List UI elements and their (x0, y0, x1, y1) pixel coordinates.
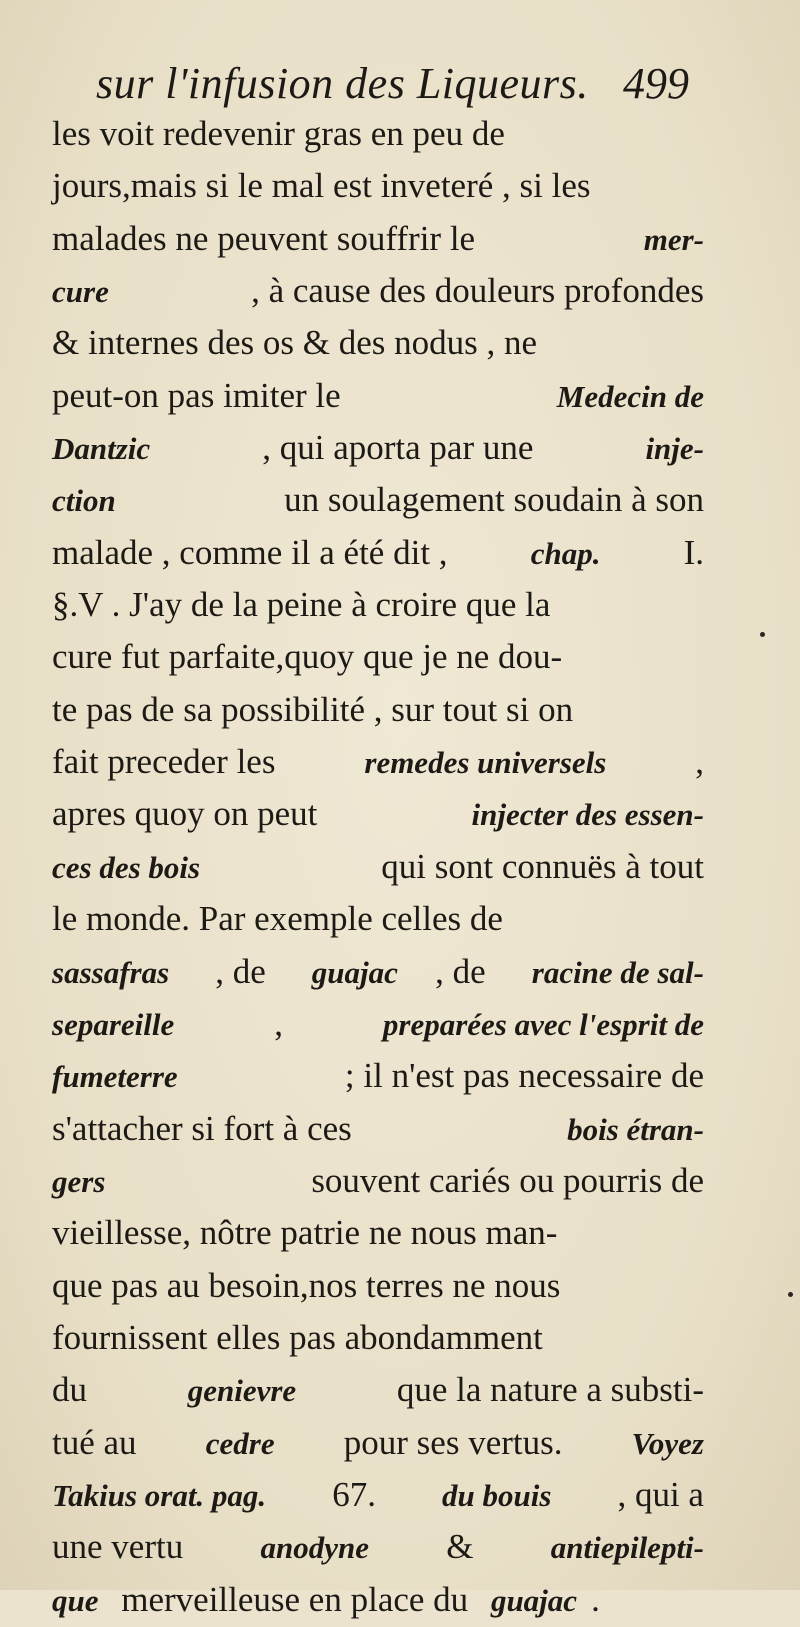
text-line (52, 160, 704, 212)
text-line (52, 474, 704, 526)
text-line (52, 998, 704, 1050)
text-run: peut-on pas imiter le (52, 375, 350, 415)
text-line (52, 422, 704, 474)
text-run: . (591, 1579, 600, 1619)
text-run: , (265, 1003, 292, 1043)
text-run: apres quoy on peut (52, 794, 327, 834)
text-run: te pas de sa possibilité , sur tout si on (52, 689, 574, 729)
text-line (52, 841, 704, 893)
text-run: qui sont connuës à tout (372, 846, 704, 886)
text-run: , qui a (608, 1474, 704, 1514)
italic-term: cure (52, 274, 109, 310)
text-run: cure fut parfaite,quoy que je ne dou- (52, 637, 563, 677)
text-line (52, 1417, 704, 1469)
text-line (52, 1050, 704, 1102)
italic-term: racine de sal- (531, 954, 704, 990)
italic-term: ction (52, 483, 116, 519)
text-run: I. (674, 532, 704, 572)
text-line (52, 1469, 704, 1521)
text-run: s'attacher si fort à ces (52, 1108, 361, 1148)
text-run: , de (435, 951, 495, 991)
text-run: que la nature a substi- (388, 1370, 704, 1410)
italic-term: sassafras (52, 954, 170, 990)
text-line (52, 265, 704, 317)
text-run: merveilleuse en place du (112, 1579, 477, 1619)
italic-term: fumeterre (52, 1059, 178, 1095)
text-run: , à cause des douleurs profondes (242, 271, 704, 311)
italic-term: antiepilepti- (550, 1530, 704, 1566)
text-run: malade , comme il a été dit , (52, 532, 457, 572)
italic-term: Voyez (631, 1425, 704, 1461)
italic-term: Dantzic (52, 431, 151, 467)
text-line (52, 317, 704, 369)
text-run: , de (206, 951, 275, 991)
ink-speck (788, 1292, 793, 1297)
italic-term: cedre (205, 1425, 275, 1461)
italic-term: que (52, 1582, 99, 1618)
running-title: sur l'infusion des Liqueurs. (96, 59, 589, 108)
italic-term: genievre (187, 1373, 297, 1409)
text-run: ; il n'est pas necessaire de (336, 1056, 704, 1096)
italic-term: injecter des essen- (471, 797, 704, 833)
italic-term: du bouis (442, 1477, 552, 1513)
italic-term: mer- (643, 221, 704, 257)
text-line (52, 108, 704, 160)
text-run: §.V . J'ay de la peine à croire que la (52, 585, 551, 625)
text-line (52, 631, 704, 683)
text-run: souvent cariés ou pourris de (302, 1160, 704, 1200)
text-line (52, 1155, 704, 1207)
text-line (52, 1312, 704, 1364)
italic-term: Medecin de (556, 378, 704, 414)
text-line (52, 1103, 704, 1155)
text-run: vieillesse, nôtre patrie ne nous man- (52, 1213, 558, 1253)
italic-term: remedes universels (364, 745, 607, 781)
text-run: jours,mais si le mal est inveteré , si les (52, 166, 591, 206)
text-line (52, 946, 704, 998)
text-line (52, 1207, 704, 1259)
italic-term: gers (52, 1163, 106, 1199)
italic-term: bois étran- (567, 1111, 704, 1147)
text-line (52, 527, 704, 579)
body-text (52, 108, 704, 1626)
text-line (52, 788, 704, 840)
text-run: tué au (52, 1422, 146, 1462)
italic-term: guajac (490, 1582, 578, 1618)
text-line (52, 1364, 704, 1416)
ink-speck (760, 632, 765, 637)
text-run: le monde. Par exemple celles de (52, 899, 503, 939)
text-line (52, 370, 704, 422)
text-run: fournissent elles pas abondamment (52, 1317, 543, 1357)
italic-term: guajac (311, 954, 398, 990)
text-run: que pas au besoin,nos terres ne nous (52, 1265, 561, 1305)
italic-term: anodyne (260, 1530, 369, 1566)
text-run: les voit redevenir gras en peu de (52, 114, 505, 153)
text-line (52, 736, 704, 788)
text-run: une vertu (52, 1527, 192, 1567)
text-line (52, 684, 704, 736)
italic-term: chap. (530, 535, 601, 571)
text-line (52, 1521, 704, 1573)
italic-term: ces des bois (52, 849, 201, 885)
text-line (52, 1574, 704, 1626)
italic-term: separeille (52, 1006, 175, 1042)
italic-term: inje- (645, 431, 704, 467)
text-line (52, 1260, 704, 1312)
text-run: du (52, 1370, 96, 1410)
text-run: , qui aporta par une (253, 428, 543, 468)
text-line (52, 579, 704, 631)
italic-term: preparées avec l'esprit de (382, 1006, 704, 1042)
page-number: 499 (623, 59, 689, 108)
text-run: & internes des os & des nodus , ne (52, 323, 538, 363)
text-run: malades ne peuvent souffrir le (52, 218, 484, 258)
text-run: 67. (323, 1474, 385, 1514)
text-run: & (437, 1527, 483, 1567)
italic-term: Takius orat. pag. (52, 1477, 267, 1513)
text-run: pour ses vertus. (335, 1422, 572, 1462)
text-line (52, 213, 704, 265)
text-run: , (686, 742, 704, 782)
text-line (52, 893, 704, 945)
text-run: un soulagement soudain à son (275, 480, 704, 520)
text-run: fait preceder les (52, 742, 285, 782)
